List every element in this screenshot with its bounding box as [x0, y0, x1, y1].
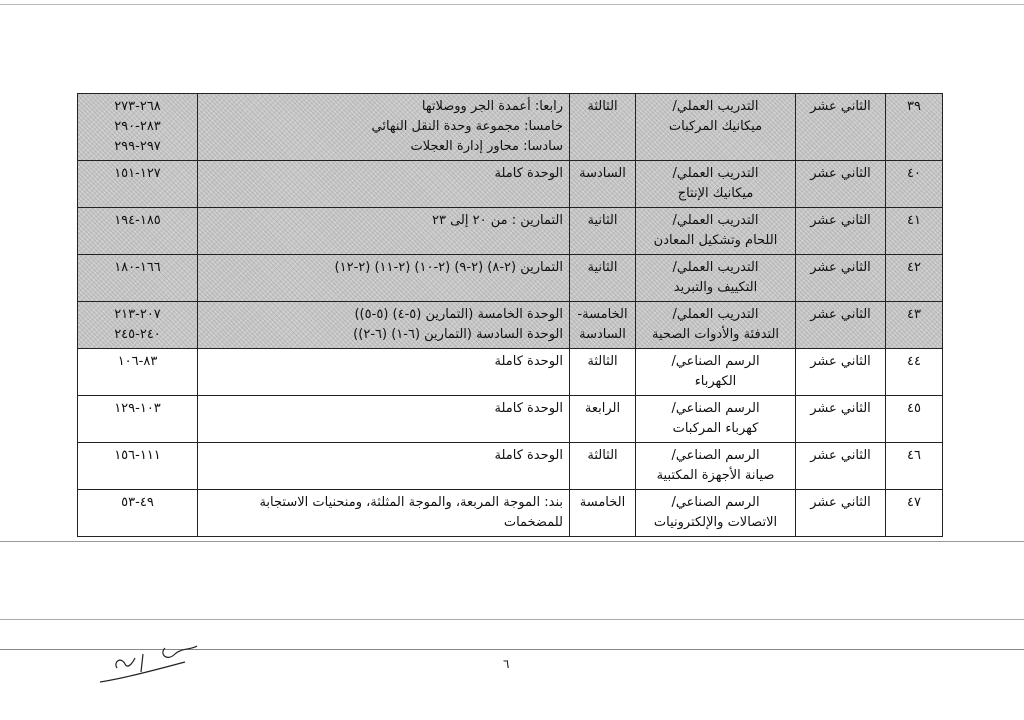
subject-line: التدفئة والأدوات الصحية [651, 327, 780, 342]
table-row [78, 490, 943, 537]
unit-line: الثانية [587, 213, 618, 228]
grade-cell: الثاني عشر [796, 208, 886, 255]
unit-cell [570, 208, 636, 255]
grade-cell: الثاني عشر [796, 443, 886, 490]
topic-cell [198, 94, 570, 161]
unit-cell [570, 349, 636, 396]
subject-line: الرسم الصناعي/ [671, 354, 760, 369]
unit-line: الثانية [587, 260, 618, 275]
subject-cell [636, 302, 796, 349]
scan-edge-top [0, 4, 1024, 5]
topic-line: الوحدة كاملة [494, 354, 563, 369]
topic-cell [198, 490, 570, 537]
unit-cell [570, 302, 636, 349]
unit-cell [570, 161, 636, 208]
unit-cell [570, 255, 636, 302]
topic-line: الوحدة الخامسة (التمارين (٥-٤) (٥-٥)) [354, 307, 563, 322]
row-number: ٤١ [886, 208, 943, 255]
table-row [78, 349, 943, 396]
subject-line: الرسم الصناعي/ [671, 495, 760, 510]
pages-cell [78, 443, 198, 490]
subject-cell [636, 443, 796, 490]
subject-cell [636, 161, 796, 208]
pages-line: ٢٦٨-٢٧٣ [114, 99, 161, 114]
subject-line: التدريب العملي/ [672, 213, 759, 228]
grade-cell: الثاني عشر [796, 255, 886, 302]
unit-line: الثالثة [587, 448, 618, 463]
topic-line: الوحدة كاملة [494, 401, 563, 416]
unit-line: السادسة [579, 327, 626, 342]
unit-line: الخامسة [579, 495, 626, 510]
subject-line: كهرباء المركبات [672, 421, 759, 436]
subject-line: التدريب العملي/ [672, 260, 759, 275]
table-body [78, 94, 943, 537]
topic-line: للمضخمات [503, 515, 563, 530]
pages-line: ٤٩-٥٣ [121, 495, 154, 510]
pages-cell [78, 161, 198, 208]
subject-line: التكييف والتبريد [673, 280, 758, 295]
topic-cell [198, 208, 570, 255]
row-number: ٤٥ [886, 396, 943, 443]
unit-cell [570, 396, 636, 443]
topic-cell [198, 443, 570, 490]
curriculum-table [77, 93, 943, 537]
subject-cell [636, 94, 796, 161]
table-row [78, 161, 943, 208]
pages-line: ٢٤٠-٢٤٥ [114, 327, 161, 342]
topic-line: الوحدة كاملة [494, 166, 563, 181]
topic-cell [198, 161, 570, 208]
grade-cell: الثاني عشر [796, 302, 886, 349]
subject-line: ميكانيك المركبات [668, 119, 763, 134]
pages-line: ٢٠٧-٢١٣ [114, 307, 161, 322]
unit-line: الثالثة [587, 354, 618, 369]
scan-line-lower-1 [0, 619, 1024, 620]
subject-line: التدريب العملي/ [672, 166, 759, 181]
subject-cell [636, 349, 796, 396]
row-number: ٤٣ [886, 302, 943, 349]
table-row [78, 255, 943, 302]
unit-cell [570, 94, 636, 161]
page-number: ٦ [503, 657, 510, 671]
topic-line: رابعا: أعمدة الجر ووصلاتها [421, 99, 563, 114]
subject-cell [636, 490, 796, 537]
subject-line: ميكانيك الإنتاج [677, 186, 754, 201]
pages-line: ٨٣-١٠٦ [117, 354, 158, 369]
topic-cell [198, 255, 570, 302]
pages-cell [78, 255, 198, 302]
grade-cell: الثاني عشر [796, 490, 886, 537]
subject-line: الكهرباء [694, 374, 737, 389]
topic-cell [198, 349, 570, 396]
pages-line: ٢٨٣-٢٩٠ [114, 119, 161, 134]
row-number: ٤٤ [886, 349, 943, 396]
unit-line: الثالثة [587, 99, 618, 114]
subject-line: الرسم الصناعي/ [671, 401, 760, 416]
unit-line: الرابعة [584, 401, 621, 416]
row-number: ٤٧ [886, 490, 943, 537]
topic-line: بند: الموجة المربعة، والموجة المثلثة، ومنحنيات الاستجابة [259, 495, 563, 510]
pages-line: ١١١-١٥٦ [114, 448, 161, 463]
unit-cell [570, 490, 636, 537]
row-number: ٤٢ [886, 255, 943, 302]
subject-line: صيانة الأجهزة المكتبية [656, 468, 775, 483]
topic-cell [198, 302, 570, 349]
pages-cell [78, 490, 198, 537]
table-row [78, 396, 943, 443]
subject-line: اللحام وتشكيل المعادن [653, 233, 778, 248]
row-number: ٤٦ [886, 443, 943, 490]
unit-line: السادسة [579, 166, 626, 181]
pages-line: ١٨٥-١٩٤ [114, 213, 161, 228]
table-row [78, 443, 943, 490]
topic-cell [198, 396, 570, 443]
pages-cell [78, 396, 198, 443]
topic-line: خامسا: مجموعة وحدة النقل النهائي [371, 119, 563, 134]
subject-cell [636, 208, 796, 255]
grade-cell: الثاني عشر [796, 94, 886, 161]
topic-line: الوحدة السادسة (التمارين (٦-١) (٦-٢)) [353, 327, 563, 342]
pages-line: ١٠٣-١٢٩ [114, 401, 161, 416]
signature-mark [95, 640, 215, 690]
subject-cell [636, 396, 796, 443]
row-number: ٤٠ [886, 161, 943, 208]
pages-cell [78, 208, 198, 255]
subject-cell [636, 255, 796, 302]
table-row [78, 94, 943, 161]
pages-line: ٢٩٧-٢٩٩ [114, 139, 161, 154]
pages-cell [78, 302, 198, 349]
scan-line-middle [0, 541, 1024, 542]
table-row [78, 208, 943, 255]
pages-cell [78, 349, 198, 396]
pages-cell [78, 94, 198, 161]
unit-cell [570, 443, 636, 490]
row-number: ٣٩ [886, 94, 943, 161]
topic-line: التمارين (٢-٨) (٢-٩) (٢-١٠) (٢-١١) (٢-١٢) [334, 260, 563, 275]
unit-line: الخامسة- [577, 307, 628, 322]
grade-cell: الثاني عشر [796, 161, 886, 208]
topic-line: الوحدة كاملة [494, 448, 563, 463]
grade-cell: الثاني عشر [796, 349, 886, 396]
topic-line: التمارين : من ٢٠ إلى ٢٣ [431, 213, 563, 228]
table-row [78, 302, 943, 349]
subject-line: الاتصالات والإلكترونيات [653, 515, 778, 530]
pages-line: ١٢٧-١٥١ [114, 166, 161, 181]
subject-line: الرسم الصناعي/ [671, 448, 760, 463]
subject-line: التدريب العملي/ [672, 99, 759, 114]
topic-line: سادسا: محاور إدارة العجلات [410, 139, 563, 154]
grade-cell: الثاني عشر [796, 396, 886, 443]
pages-line: ١٦٦-١٨٠ [114, 260, 161, 275]
subject-line: التدريب العملي/ [672, 307, 759, 322]
